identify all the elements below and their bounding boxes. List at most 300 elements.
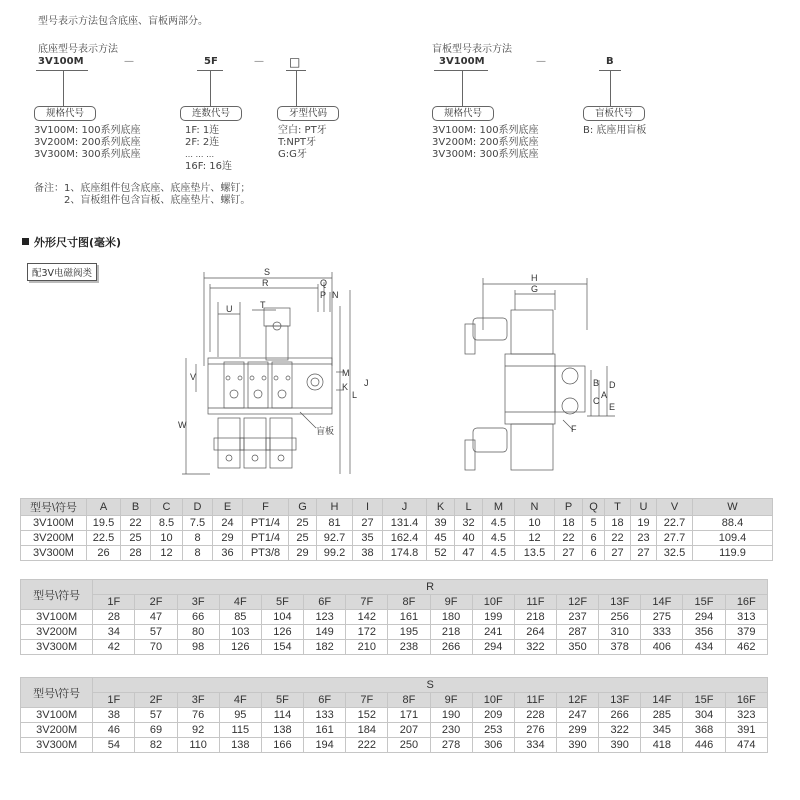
blank-plate-option: B: 底座用盲板 (583, 125, 647, 136)
dim-N: N (332, 290, 339, 300)
value-cell: 66 (177, 610, 219, 625)
value-cell: 126 (261, 625, 303, 640)
table-row (21, 723, 768, 738)
value-cell: 333 (641, 625, 683, 640)
base-code-dash-1: — (124, 56, 134, 67)
dim-W: W (178, 420, 187, 430)
base-spec-options (34, 125, 141, 161)
dim-H: H (531, 273, 538, 283)
base-spec-option: 3V100M: 100系列底座 (34, 125, 141, 136)
value-cell: PT1/4 (243, 516, 289, 531)
value-cell: 133 (304, 708, 346, 723)
value-cell: 10 (151, 531, 183, 546)
unit-count-header: 6F (304, 693, 346, 708)
unit-count-header: 3F (177, 693, 219, 708)
value-cell: 253 (472, 723, 514, 738)
value-cell: 209 (472, 708, 514, 723)
dim-K: K (342, 382, 349, 392)
unit-count-header: 10F (472, 693, 514, 708)
base-label-thread: 牙型代码 (277, 106, 339, 121)
unit-count-header: 1F (93, 595, 135, 610)
value-cell: 199 (472, 610, 514, 625)
value-cell: 22 (555, 531, 583, 546)
value-cell: 304 (683, 708, 725, 723)
value-cell: 10 (515, 516, 555, 531)
base-count-option: 1F: 1连 (185, 125, 220, 136)
symbol-header: A (87, 499, 121, 516)
blank-leader-2 (610, 70, 611, 106)
unit-count-header: 10F (472, 595, 514, 610)
r-dimension-table-body (21, 580, 768, 655)
value-cell: 57 (135, 708, 177, 723)
note-line-1: 备注：1、底座组件包含底座、底座垫片、螺钉； (34, 183, 251, 194)
value-cell: 152 (346, 708, 388, 723)
value-cell: 35 (353, 531, 383, 546)
note-line-2: 2、盲板组件包含盲板、底座垫片、螺钉。 (64, 195, 251, 206)
value-cell: 92.7 (317, 531, 353, 546)
value-cell: 406 (641, 640, 683, 655)
value-cell: 434 (683, 640, 725, 655)
model-name-cell: 3V200M (21, 625, 93, 640)
blank-leader-1 (462, 70, 463, 106)
value-cell: 299 (556, 723, 598, 738)
section-title-text: 外形尺寸图(毫米) (34, 236, 122, 249)
value-cell: 18 (555, 516, 583, 531)
value-cell: 25 (289, 516, 317, 531)
table-row (21, 640, 768, 655)
value-cell: 22 (605, 531, 631, 546)
table-row (21, 610, 768, 625)
value-cell: 98 (177, 640, 219, 655)
value-cell: 27.7 (657, 531, 693, 546)
value-cell: 418 (641, 738, 683, 753)
value-cell: 28 (121, 546, 151, 561)
value-cell: 391 (725, 723, 767, 738)
value-cell: 34 (93, 625, 135, 640)
unit-count-header: 11F (514, 693, 556, 708)
unit-count-header: 2F (135, 693, 177, 708)
blank-label-plate: 盲板代号 (583, 106, 645, 121)
dim-D: D (609, 380, 616, 390)
base-code-part1: 3V100M (38, 56, 84, 67)
dim-S: S (264, 267, 271, 277)
value-cell: 368 (683, 723, 725, 738)
blank-label-spec: 规格代号 (432, 106, 494, 121)
blank-plate-label: 盲板 (316, 426, 335, 436)
value-cell: 390 (556, 738, 598, 753)
dim-Q: Q (320, 278, 328, 288)
unit-count-header: 1F (93, 693, 135, 708)
value-cell: 182 (304, 640, 346, 655)
value-cell: 174.8 (383, 546, 427, 561)
symbol-header: D (183, 499, 213, 516)
value-cell: 131.4 (383, 516, 427, 531)
value-cell: 19.5 (87, 516, 121, 531)
value-cell: 222 (346, 738, 388, 753)
symbol-header: N (515, 499, 555, 516)
value-cell: 4.5 (483, 531, 515, 546)
value-cell: 250 (388, 738, 430, 753)
value-cell: 4.5 (483, 516, 515, 531)
value-cell: 104 (261, 610, 303, 625)
base-label-spec: 规格代号 (34, 106, 96, 121)
value-cell: 95 (219, 708, 261, 723)
dim-C: C (593, 396, 600, 406)
dim-B: B (593, 378, 600, 388)
value-cell: 92 (177, 723, 219, 738)
dim-G: G (531, 284, 539, 294)
value-cell: 32 (455, 516, 483, 531)
value-cell: 12 (515, 531, 555, 546)
value-cell: 57 (135, 625, 177, 640)
blank-spec-option: 3V100M: 100系列底座 (432, 125, 539, 136)
value-cell: 18 (605, 516, 631, 531)
model-name-cell: 3V100M (21, 516, 87, 531)
value-cell: 38 (93, 708, 135, 723)
unit-count-header: 12F (556, 595, 598, 610)
base-thread-option: T:NPT牙 (278, 137, 316, 148)
value-cell: 322 (514, 640, 556, 655)
base-label-count: 连数代号 (180, 106, 242, 121)
symbol-header: U (631, 499, 657, 516)
group-header: R (93, 580, 768, 595)
value-cell: 446 (683, 738, 725, 753)
symbol-header: F (243, 499, 289, 516)
unit-count-header: 8F (388, 693, 430, 708)
blank-code-dash-1: — (536, 56, 546, 67)
value-cell: 8 (183, 531, 213, 546)
value-cell: 119.9 (693, 546, 773, 561)
base-code-title: 底座型号表示方法 (38, 44, 118, 55)
blank-spec-options (432, 125, 539, 161)
value-cell: 109.4 (693, 531, 773, 546)
value-cell: 228 (514, 708, 556, 723)
unit-count-header: 11F (514, 595, 556, 610)
unit-count-header: 9F (430, 595, 472, 610)
value-cell: 103 (219, 625, 261, 640)
s-dimension-table-body (21, 678, 768, 753)
symbol-header: W (693, 499, 773, 516)
dim-T: T (260, 300, 266, 310)
dimension-table-body (21, 499, 773, 561)
value-cell: 38 (353, 546, 383, 561)
value-cell: 12 (151, 546, 183, 561)
dimension-table (20, 498, 773, 561)
symbol-header: H (317, 499, 353, 516)
value-cell: 80 (177, 625, 219, 640)
blank-code-part1: 3V100M (439, 56, 485, 67)
value-cell: 19 (631, 516, 657, 531)
value-cell: 218 (514, 610, 556, 625)
base-thread-option: 空白: PT牙 (278, 125, 327, 136)
base-spec-option: 3V300M: 300系列底座 (34, 149, 141, 160)
value-cell: 7.5 (183, 516, 213, 531)
value-cell: 278 (430, 738, 472, 753)
unit-count-header: 14F (641, 595, 683, 610)
unit-count-header: 7F (346, 693, 388, 708)
symbol-header: J (383, 499, 427, 516)
unit-count-header: 9F (430, 693, 472, 708)
table-row (21, 546, 773, 561)
table-row (21, 738, 768, 753)
blank-code-part2: B (606, 56, 614, 67)
base-code-part2: 5F (204, 56, 218, 67)
base-code-part3: □ (289, 55, 301, 69)
value-cell: 210 (346, 640, 388, 655)
value-cell: 276 (514, 723, 556, 738)
value-cell: 123 (304, 610, 346, 625)
unit-count-header: 15F (683, 595, 725, 610)
symbol-header: C (151, 499, 183, 516)
value-cell: 115 (219, 723, 261, 738)
value-cell: 166 (261, 738, 303, 753)
model-name-cell: 3V300M (21, 546, 87, 561)
model-name-cell: 3V200M (21, 723, 93, 738)
value-cell: 39 (427, 516, 455, 531)
value-cell: 162.4 (383, 531, 427, 546)
model-symbol-header: 型号\符号 (21, 499, 87, 516)
value-cell: 230 (430, 723, 472, 738)
unit-count-header: 16F (725, 693, 767, 708)
dim-E: E (609, 402, 616, 412)
value-cell: 266 (430, 640, 472, 655)
value-cell: 82 (135, 738, 177, 753)
value-cell: 334 (514, 738, 556, 753)
value-cell: 350 (556, 640, 598, 655)
base-leader-1 (63, 70, 64, 106)
dim-A: A (601, 390, 608, 400)
base-count-option: … … … (185, 150, 215, 159)
value-cell: 149 (304, 625, 346, 640)
value-cell: 27 (555, 546, 583, 561)
unit-count-header: 6F (304, 595, 346, 610)
value-cell: 264 (514, 625, 556, 640)
value-cell: 22.5 (87, 531, 121, 546)
blank-spec-option: 3V200M: 200系列底座 (432, 137, 539, 148)
value-cell: 138 (261, 723, 303, 738)
value-cell: 22.7 (657, 516, 693, 531)
value-cell: 24 (213, 516, 243, 531)
model-name-cell: 3V200M (21, 531, 87, 546)
blank-plate-options (583, 125, 646, 137)
value-cell: 161 (304, 723, 346, 738)
section-title (22, 234, 121, 250)
value-cell: 47 (135, 610, 177, 625)
unit-count-header: 15F (683, 693, 725, 708)
value-cell: 32.5 (657, 546, 693, 561)
unit-count-header: 4F (219, 595, 261, 610)
unit-count-header: 8F (388, 595, 430, 610)
value-cell: 69 (135, 723, 177, 738)
unit-count-header: 5F (261, 693, 303, 708)
model-symbol-header: 型号\符号 (21, 580, 93, 610)
base-code-underline-1 (36, 70, 88, 71)
table-row (21, 625, 768, 640)
table-row (21, 708, 768, 723)
table-group-row (21, 678, 768, 693)
unit-count-header: 12F (556, 693, 598, 708)
value-cell: 294 (683, 610, 725, 625)
value-cell: 26 (87, 546, 121, 561)
value-cell: 29 (213, 531, 243, 546)
symbol-header: L (455, 499, 483, 516)
value-cell: 171 (388, 708, 430, 723)
value-cell: 172 (346, 625, 388, 640)
value-cell: 345 (641, 723, 683, 738)
value-cell: 52 (427, 546, 455, 561)
dim-P: P (320, 290, 327, 300)
dim-R: R (262, 278, 269, 288)
intro-text: 型号表示方法包含底座、盲板两部分。 (38, 16, 208, 27)
value-cell: 238 (388, 640, 430, 655)
base-thread-options (278, 125, 327, 161)
value-cell: 390 (599, 738, 641, 753)
symbol-header: M (483, 499, 515, 516)
value-cell: 142 (346, 610, 388, 625)
value-cell: 110 (177, 738, 219, 753)
blank-code-underline-1 (434, 70, 488, 71)
model-name-cell: 3V300M (21, 738, 93, 753)
model-name-cell: 3V100M (21, 610, 93, 625)
symbol-header: E (213, 499, 243, 516)
square-bullet-icon (22, 238, 29, 245)
base-count-option: 16F: 16连 (185, 161, 232, 172)
value-cell: 247 (556, 708, 598, 723)
table-subheader-row (21, 595, 768, 610)
value-cell: 6 (583, 546, 605, 561)
unit-count-header: 5F (261, 595, 303, 610)
value-cell: 285 (641, 708, 683, 723)
dim-M: M (342, 368, 350, 378)
value-cell: 241 (472, 625, 514, 640)
value-cell: 138 (219, 738, 261, 753)
value-cell: 99.2 (317, 546, 353, 561)
side-view-drawing (455, 270, 625, 485)
value-cell: 40 (455, 531, 483, 546)
symbol-header: Q (583, 499, 605, 516)
table-row (21, 516, 773, 531)
value-cell: 22 (121, 516, 151, 531)
symbol-header: V (657, 499, 693, 516)
value-cell: 25 (289, 531, 317, 546)
symbol-header: G (289, 499, 317, 516)
symbol-header: T (605, 499, 631, 516)
value-cell: 323 (725, 708, 767, 723)
unit-count-header: 4F (219, 693, 261, 708)
value-cell: 42 (93, 640, 135, 655)
value-cell: 313 (725, 610, 767, 625)
table-header-row (21, 499, 773, 516)
dim-F: F (571, 424, 577, 434)
base-thread-option: G:G牙 (278, 149, 307, 160)
symbol-header: K (427, 499, 455, 516)
value-cell: 154 (261, 640, 303, 655)
unit-count-header: 13F (599, 693, 641, 708)
value-cell: 287 (556, 625, 598, 640)
value-cell: 378 (599, 640, 641, 655)
value-cell: 379 (725, 625, 767, 640)
value-cell: 27 (353, 516, 383, 531)
dim-J: J (364, 378, 369, 388)
value-cell: 195 (388, 625, 430, 640)
dim-L: L (352, 390, 358, 400)
value-cell: 8.5 (151, 516, 183, 531)
value-cell: 310 (599, 625, 641, 640)
value-cell: 126 (219, 640, 261, 655)
value-cell: 6 (583, 531, 605, 546)
base-spec-option: 3V200M: 200系列底座 (34, 137, 141, 148)
value-cell: 180 (430, 610, 472, 625)
model-name-cell: 3V100M (21, 708, 93, 723)
model-symbol-header: 型号\符号 (21, 678, 93, 708)
group-header: S (93, 678, 768, 693)
value-cell: 54 (93, 738, 135, 753)
base-count-option: 2F: 2连 (185, 137, 220, 148)
value-cell: 4.5 (483, 546, 515, 561)
table-subheader-row (21, 693, 768, 708)
base-code-dash-2: — (254, 56, 264, 67)
value-cell: 256 (599, 610, 641, 625)
value-cell: 28 (93, 610, 135, 625)
unit-count-header: 13F (599, 595, 641, 610)
value-cell: 13.5 (515, 546, 555, 561)
s-dimension-table (20, 677, 768, 753)
unit-count-header: 3F (177, 595, 219, 610)
value-cell: 27 (631, 546, 657, 561)
r-dimension-table (20, 579, 768, 655)
value-cell: 218 (430, 625, 472, 640)
unit-count-header: 2F (135, 595, 177, 610)
base-count-options (185, 125, 232, 173)
value-cell: 474 (725, 738, 767, 753)
unit-count-header: 14F (641, 693, 683, 708)
value-cell: 306 (472, 738, 514, 753)
value-cell: 46 (93, 723, 135, 738)
value-cell: 190 (430, 708, 472, 723)
value-cell: 27 (605, 546, 631, 561)
table-row (21, 531, 773, 546)
unit-count-header: 7F (346, 595, 388, 610)
table-group-row (21, 580, 768, 595)
front-view-drawing (170, 262, 380, 484)
value-cell: 5 (583, 516, 605, 531)
symbol-header: B (121, 499, 151, 516)
value-cell: 237 (556, 610, 598, 625)
blank-code-title: 盲板型号表示方法 (432, 44, 512, 55)
value-cell: 294 (472, 640, 514, 655)
value-cell: PT1/4 (243, 531, 289, 546)
value-cell: 88.4 (693, 516, 773, 531)
dim-U: U (226, 304, 233, 314)
value-cell: 45 (427, 531, 455, 546)
value-cell: 184 (346, 723, 388, 738)
value-cell: 207 (388, 723, 430, 738)
value-cell: 266 (599, 708, 641, 723)
value-cell: 36 (213, 546, 243, 561)
value-cell: 161 (388, 610, 430, 625)
dim-V: V (190, 372, 197, 382)
value-cell: 462 (725, 640, 767, 655)
base-leader-3 (296, 70, 297, 106)
value-cell: 70 (135, 640, 177, 655)
value-cell: 8 (183, 546, 213, 561)
value-cell: 322 (599, 723, 641, 738)
symbol-header: P (555, 499, 583, 516)
value-cell: 25 (121, 531, 151, 546)
value-cell: 29 (289, 546, 317, 561)
value-cell: 356 (683, 625, 725, 640)
symbol-header: I (353, 499, 383, 516)
